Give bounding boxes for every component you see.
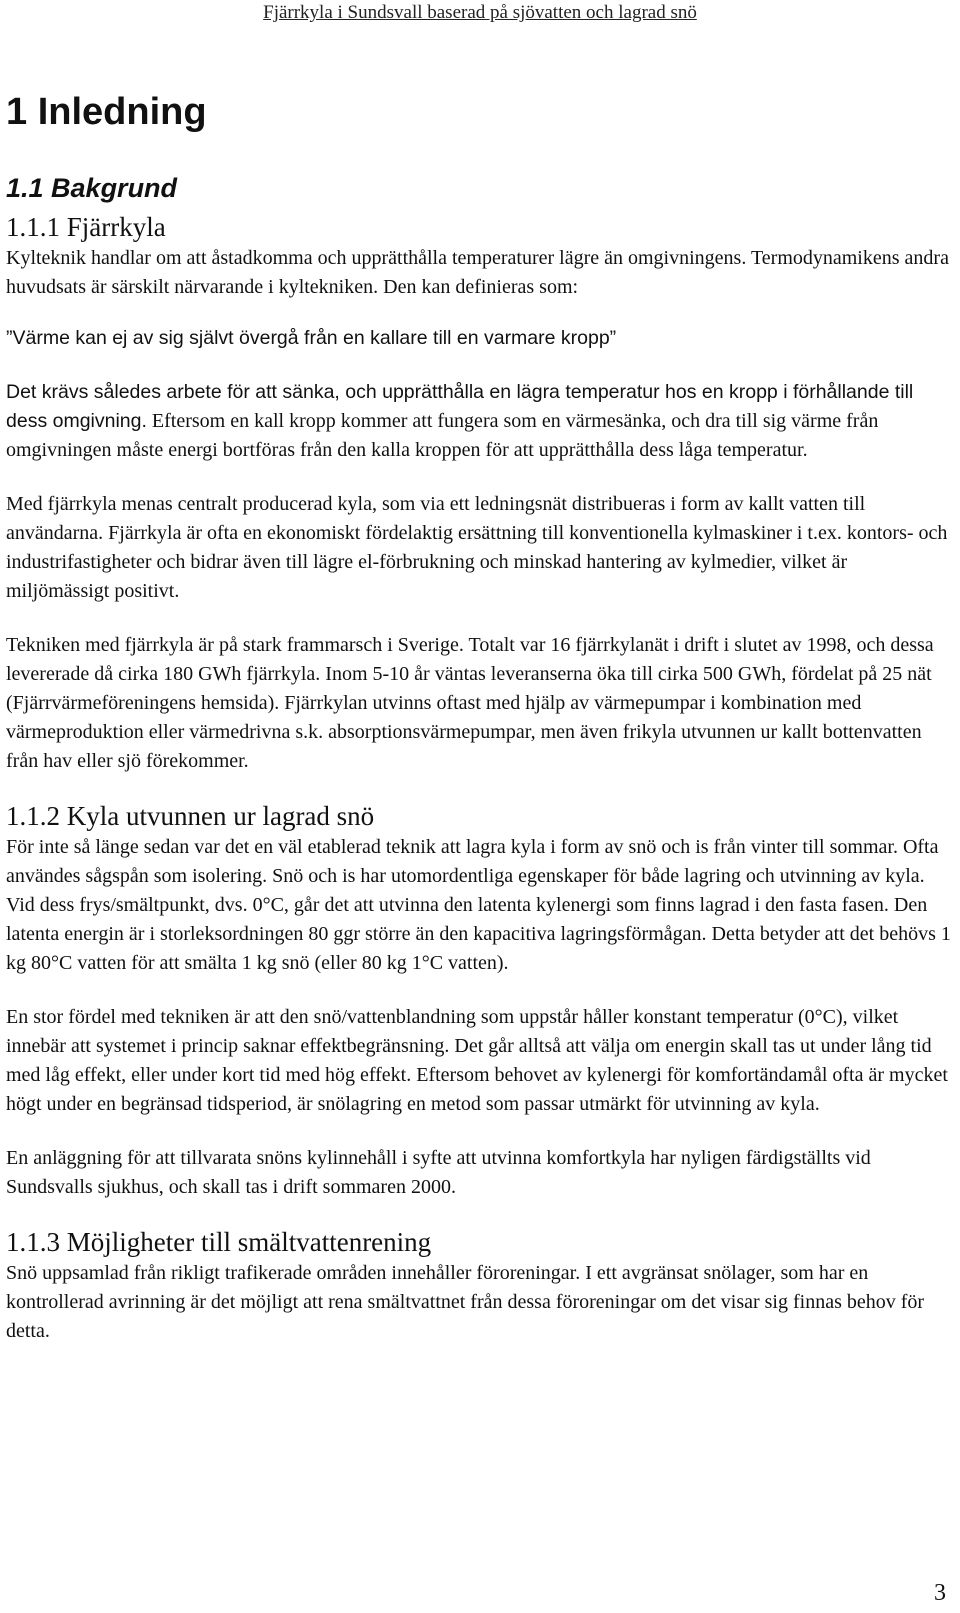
chapter-title: 1 Inledning	[6, 91, 207, 133]
section-title: 1.1 Bakgrund	[6, 172, 178, 203]
paragraph: En anläggning för att tillvarata snöns kylinnehåll i syfte att utvinna komfortkyla har nyligen färdigställts vid Sundsvalls sjukhus, och skall tas i drift sommaren 2000.	[6, 1146, 871, 1198]
paragraph: Snö uppsamlad från rikligt trafikerade områden innehåller föroreningar. I ett avgränsat snölager, som har en kontrollerad avrinning är det möjligt att rena smältvattnet från dessa föroreningar om det visar sig finnas behov för detta.	[6, 1261, 925, 1342]
page-number: 3	[934, 1580, 946, 1606]
subsection-title-kyla-lagrad-sno: 1.1.2 Kyla utvunnen ur lagrad snö	[6, 801, 375, 832]
paragraph: Kylteknik handlar om att åstadkomma och upprätthålla temperaturer lägre än omgivningens. Termodynamikens andra huvudsats är särskilt närvarande i kyltekniken. Den kan definieras som:	[6, 247, 949, 299]
subsection-title-smaltvattenrening: 1.1.3 Möjligheter till smältvattenrening	[6, 1226, 432, 1257]
paragraph: Med fjärrkyla menas centralt producerad kyla, som via ett ledningsnät distribueras i form av kallt vatten till användarna. Fjärrkyla är ofta en ekonomiskt fördelaktig ersättning till konventionella kylmaskiner i t.ex. kontors- och industrifastigheter och bidrar även till lägre el-förbrukning och minskad hantering av kylmedier, vilket är miljömässigt positivt.	[6, 493, 948, 603]
quote: ”Värme kan ej av sig självt övergå från en kallare till en varmare kropp”	[6, 327, 617, 350]
paragraph: För inte så länge sedan var det en väl etablerad teknik att lagra kyla i form av snö och is från vinter till sommar. Ofta användes sågspån som isolering. Snö och is har utomordentliga egenskaper för både lagring och utvinning av kyla. Vid dess frys/smältpunkt, dvs. 0°C, går det att utvinna den latenta kylenergi som finns lagrad i den fasta fasen. Den latenta energin är i storleksordningen 80 ggr större än den kapacitiva lagringsförmågan. Detta betyder att det behövs 1 kg 80°C vatten för att smälta 1 kg snö (eller 80 kg 1°C vatten).	[6, 835, 951, 974]
document-body	[6, 92, 954, 1346]
paragraph	[6, 378, 954, 465]
subsection-title-fjarrkyla: 1.1.1 Fjärrkyla	[6, 212, 166, 243]
paragraph-part-serif: Eftersom en kall kropp kommer att fungera som en värmesänka, och dra till sig värme från omgivningen måste energi bortföras från den kalla kroppen för att upprätthålla dess låga temperatur.	[6, 410, 879, 462]
paragraph: Tekniken med fjärrkyla är på stark frammarsch i Sverige. Totalt var 16 fjärrkylanät i drift i slutet av 1998, och dessa levererade då cirka 180 GWh fjärrkyla. Inom 5-10 år väntas leveranserna öka till cirka 500 GWh, fördelat på 25 nät (Fjärrvärmeföreningens hemsida). Fjärrkylan utvinns oftast med hjälp av värmepumpar i kombination med värmeproduktion eller värmedrivna s.k. absorptionsvärmepumpar, men även frikyla utvunnen ur kallt bottenvatten från hav eller sjö förekommer.	[6, 634, 934, 773]
running-header: Fjärrkyla i Sundsvall baserad på sjövatten och lagrad snö	[263, 2, 697, 23]
paragraph: En stor fördel med tekniken är att den snö/vattenblandning som uppstår håller konstant temperatur (0°C), vilket innebär att systemet i princip saknar effektbegränsning. Det går alltså att välja om energin skall tas ut under lång tid med låg effekt, eller under kort tid med hög effekt. Eftersom behovet av kylenergi för komfortändamål ofta är mycket högt under en begränsad tidsperiod, är snölagring en metod som passar utmärkt för utvinning av kyla.	[6, 1005, 948, 1115]
paragraph-part-sans: Det krävs således arbete för att sänka, och upprätthålla en lägra temperatur hos en kropp i förhållande till dess omgivning.	[6, 381, 914, 433]
